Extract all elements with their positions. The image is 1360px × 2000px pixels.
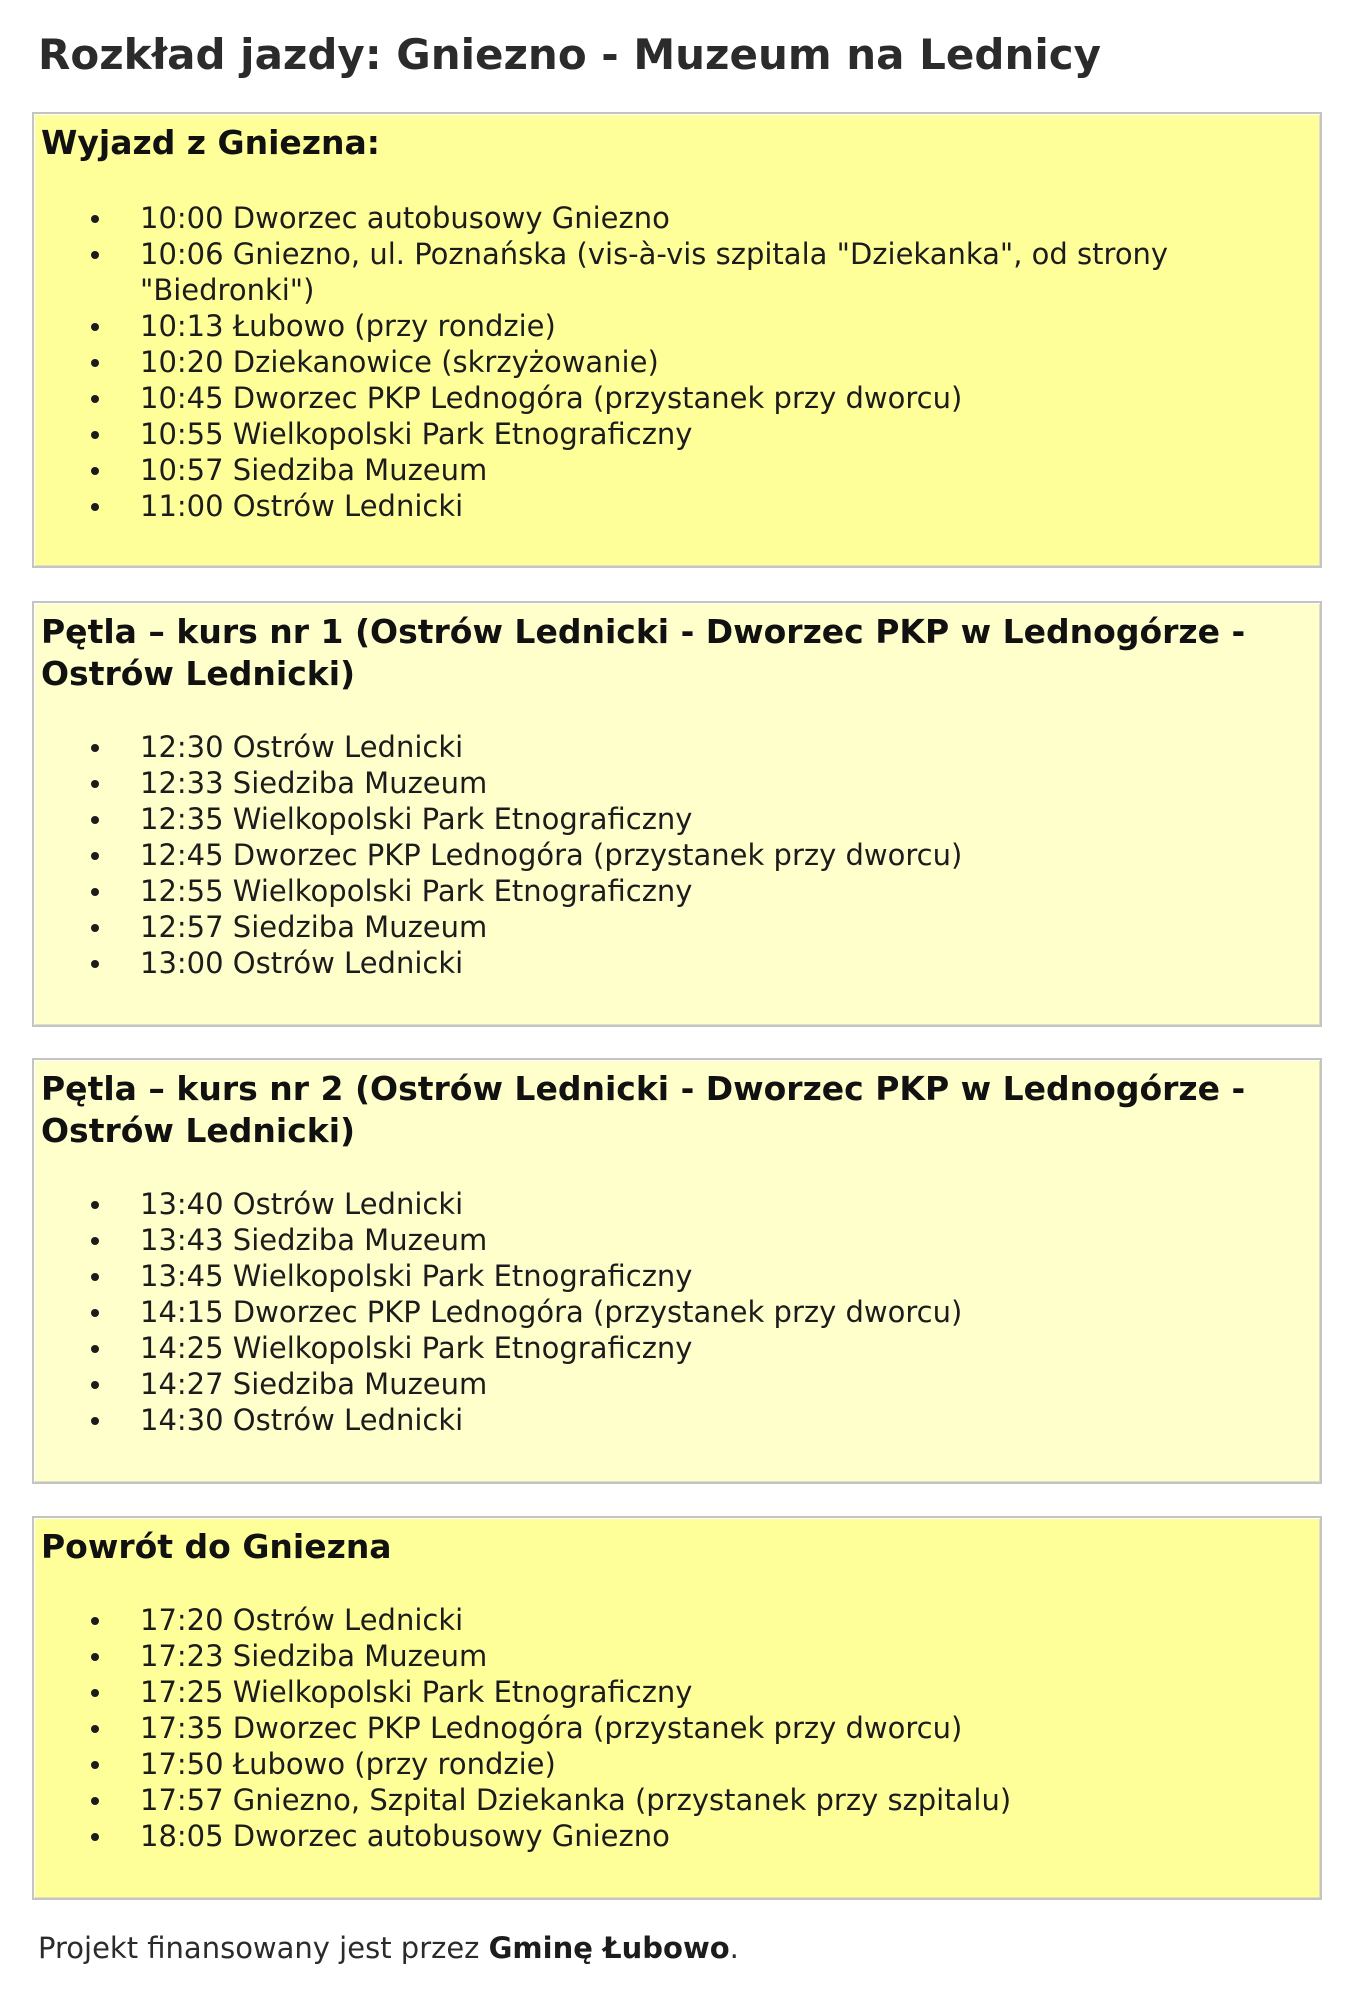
stop-item: [34, 200, 1320, 236]
stop-item: [34, 945, 1320, 981]
stop-text: 14:30 Ostrów Lednicki: [140, 1403, 464, 1437]
stop-item: [34, 1294, 1320, 1330]
bullet-icon: [91, 852, 99, 860]
stop-item: [34, 488, 1320, 524]
stop-item: [34, 1186, 1320, 1222]
bullet-icon: [91, 960, 99, 968]
bullet-icon: [91, 1417, 99, 1425]
stop-item: [34, 380, 1320, 416]
bullet-icon: [91, 1761, 99, 1769]
stop-text: 12:57 Siedziba Muzeum: [140, 910, 488, 944]
stop-item: [34, 837, 1320, 873]
bullet-icon: [91, 395, 99, 403]
stop-item: [34, 1222, 1320, 1258]
stop-text: 14:27 Siedziba Muzeum: [140, 1367, 488, 1401]
stop-text: 12:33 Siedziba Muzeum: [140, 766, 488, 800]
stop-item: [34, 1602, 1320, 1638]
bullet-icon: [91, 744, 99, 752]
stop-text: 14:15 Dworzec PKP Lednogóra (przystanek przy dworcu): [140, 1295, 963, 1329]
stop-text: 12:55 Wielkopolski Park Etnograficzny: [140, 874, 693, 908]
bullet-icon: [91, 1833, 99, 1841]
stop-list: [34, 1186, 1320, 1438]
page-title: Rozkład jazdy: Gniezno - Muzeum na Lednicy: [38, 30, 1102, 79]
stop-list: [34, 729, 1320, 981]
bullet-icon: [91, 1725, 99, 1733]
funding-text: Projekt finansowany jest przez: [38, 1931, 489, 1965]
stop-text: 10:00 Dworzec autobusowy Gniezno: [140, 201, 670, 235]
bullet-icon: [91, 467, 99, 475]
stop-list: [34, 1602, 1320, 1854]
bullet-icon: [91, 780, 99, 788]
stop-item: [34, 1746, 1320, 1782]
stop-text: 10:13 Łubowo (przy rondzie): [140, 309, 556, 343]
bullet-icon: [91, 215, 99, 223]
bullet-icon: [91, 1653, 99, 1661]
funding-note: [38, 1928, 739, 1968]
stop-text: 13:00 Ostrów Lednicki: [140, 946, 464, 980]
stop-text: 12:45 Dworzec PKP Lednogóra (przystanek przy dworcu): [140, 838, 963, 872]
stop-item: [34, 1782, 1320, 1818]
stop-text: 18:05 Dworzec autobusowy Gniezno: [140, 1819, 670, 1853]
section-heading: Pętla – kurs nr 2 (Ostrów Lednicki - Dworzec PKP w Lednogórze - Ostrów Lednicki): [41, 1069, 1246, 1150]
stop-item: [34, 452, 1320, 488]
stop-item: [34, 1330, 1320, 1366]
bullet-icon: [91, 1689, 99, 1697]
stop-text: 17:20 Ostrów Lednicki: [140, 1603, 464, 1637]
return-section: [32, 1516, 1322, 1900]
departure-section: [32, 112, 1322, 568]
bullet-icon: [91, 924, 99, 932]
stop-text: 13:45 Wielkopolski Park Etnograficzny: [140, 1259, 693, 1293]
loop-2-section: [32, 1058, 1322, 1484]
bullet-icon: [91, 1797, 99, 1805]
section-heading: Wyjazd z Gniezna:: [41, 123, 380, 162]
stop-item: [34, 909, 1320, 945]
stop-text: 10:20 Dziekanowice (skrzyżowanie): [140, 345, 659, 379]
stop-item: [34, 1710, 1320, 1746]
bullet-icon: [91, 1617, 99, 1625]
bullet-icon: [91, 431, 99, 439]
stop-text: 10:55 Wielkopolski Park Etnograficzny: [140, 417, 693, 451]
stop-text: 10:06 Gniezno, ul. Poznańska (vis-à-vis szpitala "Dziekanka", od strony "Biedronki"): [140, 237, 1169, 307]
stop-text: 17:50 Łubowo (przy rondzie): [140, 1747, 556, 1781]
bullet-icon: [91, 1345, 99, 1353]
stop-text: 17:57 Gniezno, Szpital Dziekanka (przystanek przy szpitalu): [140, 1783, 1012, 1817]
stop-list: [34, 200, 1320, 524]
sponsor-name: Gminę Łubowo: [488, 1931, 730, 1965]
bullet-icon: [91, 1273, 99, 1281]
stop-item: [34, 416, 1320, 452]
stop-item: [34, 308, 1320, 344]
stop-item: [34, 801, 1320, 837]
stop-text: 13:40 Ostrów Lednicki: [140, 1187, 464, 1221]
stop-item: [34, 1818, 1320, 1854]
stop-item: [34, 729, 1320, 765]
funding-punctuation: .: [729, 1931, 739, 1965]
bullet-icon: [91, 1201, 99, 1209]
section-heading: Powrót do Gniezna: [41, 1527, 392, 1566]
stop-text: 17:23 Siedziba Muzeum: [140, 1639, 488, 1673]
stop-text: 14:25 Wielkopolski Park Etnograficzny: [140, 1331, 693, 1365]
stop-item: [34, 1402, 1320, 1438]
stop-item: [34, 765, 1320, 801]
stop-text: 17:25 Wielkopolski Park Etnograficzny: [140, 1675, 693, 1709]
section-heading: Pętla – kurs nr 1 (Ostrów Lednicki - Dworzec PKP w Lednogórze - Ostrów Lednicki): [41, 612, 1246, 693]
stop-item: [34, 1258, 1320, 1294]
stop-item: [34, 1674, 1320, 1710]
stop-item: [34, 236, 1320, 308]
loop-1-section: [32, 601, 1322, 1027]
stop-text: 10:45 Dworzec PKP Lednogóra (przystanek przy dworcu): [140, 381, 963, 415]
stop-text: 11:00 Ostrów Lednicki: [140, 489, 464, 523]
bullet-icon: [91, 323, 99, 331]
bullet-icon: [91, 1381, 99, 1389]
bullet-icon: [91, 251, 99, 259]
stop-item: [34, 873, 1320, 909]
stop-item: [34, 1638, 1320, 1674]
bullet-icon: [91, 888, 99, 896]
stop-text: 13:43 Siedziba Muzeum: [140, 1223, 488, 1257]
bullet-icon: [91, 359, 99, 367]
bullet-icon: [91, 816, 99, 824]
bullet-icon: [91, 1309, 99, 1317]
bullet-icon: [91, 1237, 99, 1245]
stop-text: 12:30 Ostrów Lednicki: [140, 730, 464, 764]
stop-text: 10:57 Siedziba Muzeum: [140, 453, 488, 487]
stop-item: [34, 1366, 1320, 1402]
stop-text: 17:35 Dworzec PKP Lednogóra (przystanek przy dworcu): [140, 1711, 963, 1745]
stop-item: [34, 344, 1320, 380]
bullet-icon: [91, 503, 99, 511]
stop-text: 12:35 Wielkopolski Park Etnograficzny: [140, 802, 693, 836]
